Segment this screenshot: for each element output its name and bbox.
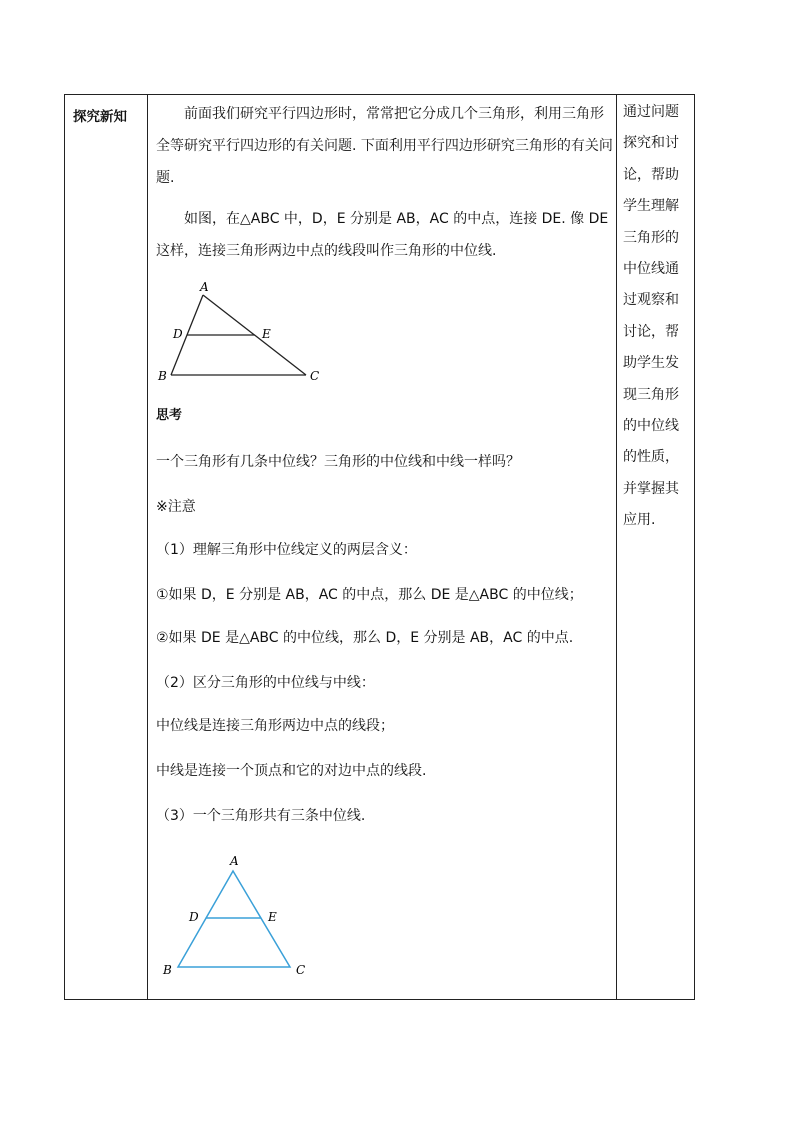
think-heading: 思考 bbox=[156, 408, 183, 423]
definition-paragraph: 如图，在△ABC 中，D，E 分别是 AB，AC 的中点，连接 DE. 像 DE 这样，连接三角形两边中点的线段叫作三角形的中位线. bbox=[156, 211, 609, 259]
triangle-figure-2 bbox=[154, 851, 324, 981]
lesson-table bbox=[64, 94, 695, 1000]
side-line: 助学生发 bbox=[623, 355, 679, 372]
side-line: 现三角形 bbox=[623, 386, 679, 403]
side-line: 的性质， bbox=[623, 449, 679, 466]
note-2: （2）区分三角形的中位线与中线： bbox=[156, 675, 375, 691]
label-e-2: E bbox=[268, 910, 277, 924]
side-line: 的中位线 bbox=[623, 417, 679, 434]
side-line: 论，帮助 bbox=[623, 166, 679, 183]
side-line: 学生理解 bbox=[623, 198, 679, 215]
side-line: 并掌握其 bbox=[623, 480, 679, 497]
intro-paragraph: 前面我们研究平行四边形时，常常把它分成几个三角形，利用三角形全等研究平行四边形的有关问题. 下面利用平行四边形研究三角形的有关问题. bbox=[156, 106, 613, 186]
side-line: 讨论，帮 bbox=[623, 323, 679, 340]
label-b: B bbox=[158, 369, 167, 383]
side-line: 过观察和 bbox=[623, 292, 679, 309]
triangle-figure-1 bbox=[156, 279, 336, 389]
label-a: A bbox=[200, 280, 209, 294]
label-d: D bbox=[173, 327, 183, 341]
note-2a: 中位线是连接三角形两边中点的线段； bbox=[156, 718, 394, 734]
column-divider-1 bbox=[147, 95, 148, 999]
note-1a: ①如果 D，E 分别是 AB，AC 的中点，那么 DE 是△ABC 的中位线； bbox=[156, 587, 583, 603]
label-d-2: D bbox=[189, 910, 199, 924]
row-label: 探究新知 bbox=[73, 109, 127, 125]
label-b-2: B bbox=[163, 963, 172, 977]
side-line: 三角形的 bbox=[623, 229, 679, 246]
label-a-2: A bbox=[230, 854, 239, 868]
label-e: E bbox=[262, 327, 271, 341]
note-3: （3）一个三角形共有三条中位线. bbox=[156, 808, 366, 824]
label-c-2: C bbox=[296, 963, 306, 977]
note-2b: 中线是连接一个顶点和它的对边中点的线段. bbox=[156, 763, 427, 779]
note-heading: ※注意 bbox=[156, 499, 196, 515]
think-question: 一个三角形有几条中位线？三角形的中位线和中线一样吗？ bbox=[156, 454, 520, 470]
label-c: C bbox=[310, 369, 320, 383]
side-line: 中位线通 bbox=[623, 260, 679, 277]
side-line: 探究和讨 bbox=[623, 135, 679, 152]
column-divider-2 bbox=[616, 95, 617, 999]
note-1b: ②如果 DE 是△ABC 的中位线，那么 D，E 分别是 AB，AC 的中点. bbox=[156, 630, 574, 646]
design-intent bbox=[623, 97, 691, 536]
side-line: 应用. bbox=[623, 512, 656, 529]
side-line: 通过问题 bbox=[623, 104, 679, 120]
note-1: （1）理解三角形中位线定义的两层含义： bbox=[156, 542, 417, 558]
